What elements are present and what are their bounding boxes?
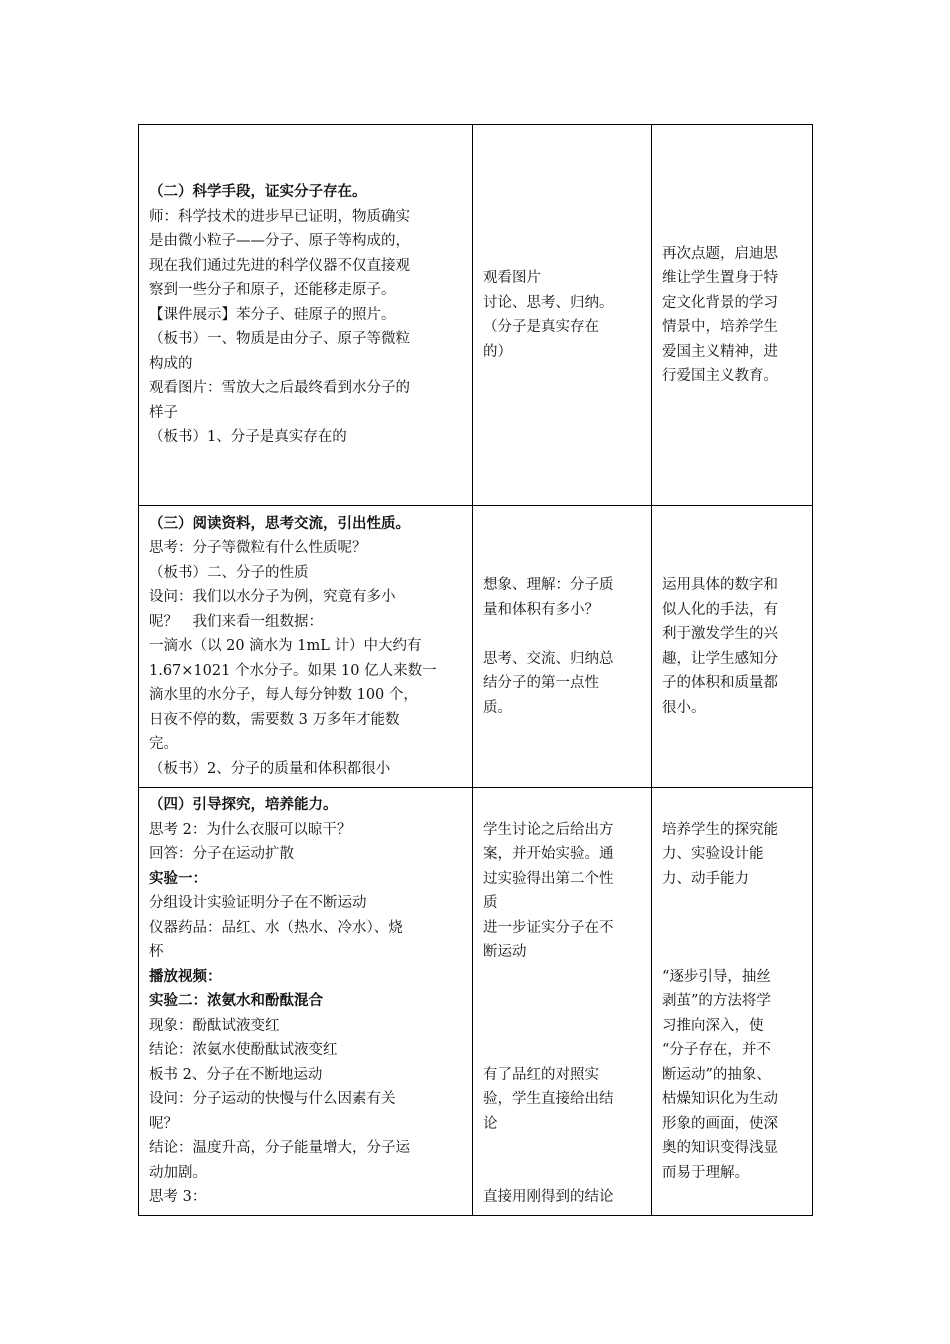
teacher-text-line: （板书）1、分子是真实存在的 bbox=[149, 429, 347, 446]
design-intent-cell bbox=[652, 125, 813, 506]
teacher-text-line: 呢？ 我们来看一组数据： bbox=[149, 613, 323, 630]
student-text-line: 断运动 bbox=[483, 944, 527, 961]
intent-text-line: 断运动”的抽象、 bbox=[662, 1066, 771, 1083]
intent-text-line: 培养学生的探究能 bbox=[662, 821, 778, 838]
teacher-text-line: 思考：分子等微粒有什么性质呢？ bbox=[149, 540, 367, 557]
student-activity-cell bbox=[473, 506, 652, 788]
intent-text-line: 情景中，培养学生 bbox=[662, 319, 778, 335]
intent-text-line: 力、动手能力 bbox=[662, 870, 749, 887]
intent-text-line: 力、实验设计能 bbox=[662, 846, 764, 863]
teacher-text-line: 日夜不停的数，需要数 3 万多年才能数 bbox=[149, 711, 400, 728]
intent-text-line: 似人化的手法，有 bbox=[662, 601, 778, 618]
student-text-line: 想象、理解：分子质 bbox=[483, 577, 614, 593]
student-text-line bbox=[483, 622, 643, 647]
student-text-line: 进一步证实分子在不 bbox=[483, 919, 614, 936]
intent-text-line: 而易于理解。 bbox=[662, 1164, 749, 1181]
student-text-line: 的） bbox=[483, 343, 512, 360]
student-text-line: 结分子的第一点性 bbox=[483, 675, 599, 691]
student-text-line: 思考、交流、归纳总 bbox=[483, 650, 614, 667]
intent-text-line: “分子存在，并不 bbox=[662, 1042, 771, 1059]
intent-text-line bbox=[662, 940, 804, 965]
student-text-line: 过实验得出第二个性 bbox=[483, 870, 614, 887]
teacher-text-line: 设问：分子运动的快慢与什么因素有关 bbox=[149, 1091, 396, 1108]
intent-text-line bbox=[662, 916, 804, 941]
teacher-text-line: 仪器药品：品红、水（热水、冷水）、烧 bbox=[149, 919, 403, 936]
teacher-text-line: 【课件展示】苯分子、硅原子的照片。 bbox=[149, 306, 396, 323]
intent-text-line bbox=[662, 891, 804, 916]
teacher-text-line: 思考 2：为什么衣服可以晾干？ bbox=[149, 821, 352, 838]
intent-text-line: 剥茧”的方法将学 bbox=[662, 993, 771, 1010]
teacher-text-line: 杯 bbox=[149, 944, 164, 961]
teacher-text-line: 思考 3： bbox=[149, 1189, 207, 1206]
intent-text-line: 维让学生置身于特 bbox=[662, 270, 778, 286]
section-heading: （四）引导探究，培养能力。 bbox=[149, 796, 338, 814]
teacher-text-line: 滴水里的水分子，每人每分钟数 100 个， bbox=[149, 687, 418, 704]
intent-text-line: 再次点题，启迪思 bbox=[662, 245, 778, 262]
student-text-line: 直接用刚得到的结论 bbox=[483, 1189, 614, 1206]
teacher-text-line: 一滴水（以 20 滴水为 1mL 计）中大约有 bbox=[149, 638, 422, 655]
lesson-plan-table bbox=[138, 124, 813, 1216]
student-text-line bbox=[483, 1161, 643, 1186]
teacher-text-line: 是由微小粒子——分子、原子等构成的， bbox=[149, 233, 410, 250]
intent-text-line: 很小。 bbox=[662, 699, 706, 716]
teacher-text-line: 设问：我们以水分子为例，究竟有多小 bbox=[149, 589, 396, 606]
student-text-line bbox=[483, 1136, 643, 1161]
student-text-line: 质。 bbox=[483, 699, 512, 716]
intent-text-line: 爱国主义精神，进 bbox=[662, 343, 778, 360]
intent-text-line: 枯燥知识化为生动 bbox=[662, 1091, 778, 1108]
intent-text-line: 行爱国主义教育。 bbox=[662, 368, 778, 384]
student-text-line: 有了品红的对照实 bbox=[483, 1066, 599, 1083]
section-heading: （三）阅读资料，思考交流，引出性质。 bbox=[149, 514, 410, 532]
intent-text-line: 利于激发学生的兴 bbox=[662, 626, 778, 642]
intent-text-line bbox=[662, 1185, 804, 1210]
teacher-text-line: 1.67×1021 个水分子。如果 10 亿人来数一 bbox=[149, 662, 437, 679]
table-row bbox=[139, 125, 813, 506]
student-text-line: 案，并开始实验。通 bbox=[483, 846, 614, 863]
student-text-line bbox=[483, 965, 643, 990]
student-text-line bbox=[483, 1038, 643, 1063]
teacher-activity-cell bbox=[139, 788, 473, 1216]
student-text-line: （分子是真实存在 bbox=[483, 319, 599, 335]
teacher-text-line: 回答：分子在运动扩散 bbox=[149, 846, 294, 863]
section-heading: （二）科学手段，证实分子存在。 bbox=[149, 183, 367, 201]
student-activity-cell bbox=[473, 788, 652, 1216]
intent-text-line: 趣，让学生感知分 bbox=[662, 650, 778, 667]
intent-text-line: 运用具体的数字和 bbox=[662, 577, 778, 593]
teacher-activity-cell bbox=[139, 506, 473, 788]
intent-text-line: 定文化背景的学习 bbox=[662, 294, 778, 311]
teacher-text-line: 动加剧。 bbox=[149, 1164, 207, 1181]
section-heading: 实验二：浓氨水和酚酞混合 bbox=[149, 992, 323, 1010]
teacher-activity-cell bbox=[139, 125, 473, 506]
teacher-text-line: 结论：浓氨水使酚酞试液变红 bbox=[149, 1042, 338, 1059]
table-row bbox=[139, 788, 813, 1216]
intent-text-line: 子的体积和质量都 bbox=[662, 675, 778, 691]
student-text-line: 学生讨论之后给出方 bbox=[483, 821, 614, 838]
student-text-line bbox=[483, 989, 643, 1014]
student-text-line: 观看图片 bbox=[483, 270, 541, 286]
student-text-line: 量和体积有多小？ bbox=[483, 601, 599, 618]
teacher-text-line: 板书 2、分子在不断地运动 bbox=[149, 1066, 323, 1083]
student-activity-cell bbox=[473, 125, 652, 506]
design-intent-cell bbox=[652, 506, 813, 788]
teacher-text-line: 师：科学技术的进步早已证明，物质确实 bbox=[149, 208, 410, 225]
design-intent-cell bbox=[652, 788, 813, 1216]
teacher-text-line: 结论：温度升高，分子能量增大，分子运 bbox=[149, 1140, 410, 1157]
student-text-line: 论 bbox=[483, 1115, 498, 1132]
teacher-text-line: 构成的 bbox=[149, 355, 193, 372]
teacher-text-line: 呢？ bbox=[149, 1115, 178, 1132]
teacher-text-line: 完。 bbox=[149, 736, 178, 753]
section-heading: 实验一： bbox=[149, 869, 207, 887]
table-row bbox=[139, 506, 813, 788]
intent-text-line: 形象的画面，使深 bbox=[662, 1115, 778, 1132]
student-text-line bbox=[483, 1014, 643, 1039]
teacher-text-line: 现在我们通过先进的科学仪器不仅直接观 bbox=[149, 257, 410, 274]
teacher-text-line: 分组设计实验证明分子在不断运动 bbox=[149, 895, 367, 912]
student-text-line: 质 bbox=[483, 895, 498, 912]
teacher-text-line: （板书）二、分子的性质 bbox=[149, 564, 309, 581]
teacher-text-line: （板书）2、分子的质量和体积都很小 bbox=[149, 760, 391, 777]
intent-text-line: “逐步引导，抽丝 bbox=[662, 968, 771, 985]
intent-text-line bbox=[662, 793, 804, 818]
teacher-text-line: 观看图片：雪放大之后最终看到水分子的 bbox=[149, 380, 410, 397]
section-heading: 播放视频： bbox=[149, 967, 222, 985]
teacher-text-line: 现象：酚酞试液变红 bbox=[149, 1017, 280, 1034]
student-text-line: 讨论、思考、归纳。 bbox=[483, 294, 614, 311]
intent-text-line: 习推向深入，使 bbox=[662, 1017, 764, 1034]
intent-text-line: 奥的知识变得浅显 bbox=[662, 1140, 778, 1157]
teacher-text-line: 察到一些分子和原子，还能移走原子。 bbox=[149, 282, 396, 299]
teacher-text-line: 样子 bbox=[149, 404, 178, 421]
teacher-text-line: （板书）一、物质是由分子、原子等微粒 bbox=[149, 331, 410, 348]
student-text-line: 验，学生直接给出结 bbox=[483, 1091, 614, 1108]
student-text-line bbox=[483, 793, 643, 818]
